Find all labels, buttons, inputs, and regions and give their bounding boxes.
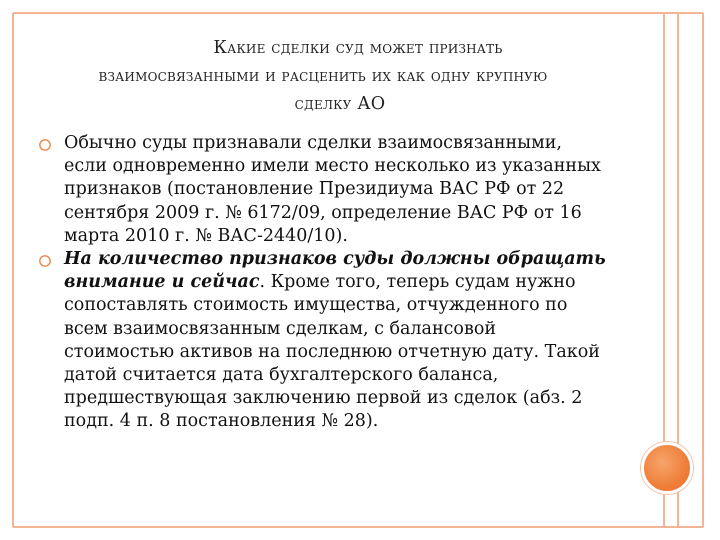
bullet-text: Обычно суды признавали сделки взаимосвязанными, если одновременно имели место несколько из указанных признаков (постановление Президиума ВАС РФ от 22 сентября 2009 г. № 6172/09, определение ВАС РФ от 16 марта 2010 г. № ВАС-2440/10). xyxy=(64,133,601,246)
bullet-emphasis: На количество признаков суды должны обращать внимание и сейчас xyxy=(64,249,606,293)
bullet-list xyxy=(38,132,608,434)
circle-outline-icon xyxy=(38,252,52,266)
bullet-item xyxy=(38,248,608,434)
decorative-circle xyxy=(641,442,693,494)
title-line-1: Какие сделки суд может признать xyxy=(213,38,503,58)
circle-outline-icon xyxy=(38,136,52,150)
slide-title xyxy=(30,34,650,118)
title-line-3: сделку АО xyxy=(294,94,386,114)
bullet-text: . Кроме того, теперь судам нужно сопоставлять стоимость имущества, отчужденного по всем взаимосвязанным сделкам, с балансовой стоимостью активов на последнюю отчетную дату. Такой датой считается дата бухгалтерского баланса, предшествующая заключению первой из сделок (абз. 2 подп. 4 п. 8 постановления № 28). xyxy=(64,272,600,432)
bullet-item xyxy=(38,132,608,248)
title-line-2: взаимосвязанными и расценить их как одну крупную xyxy=(98,66,548,86)
